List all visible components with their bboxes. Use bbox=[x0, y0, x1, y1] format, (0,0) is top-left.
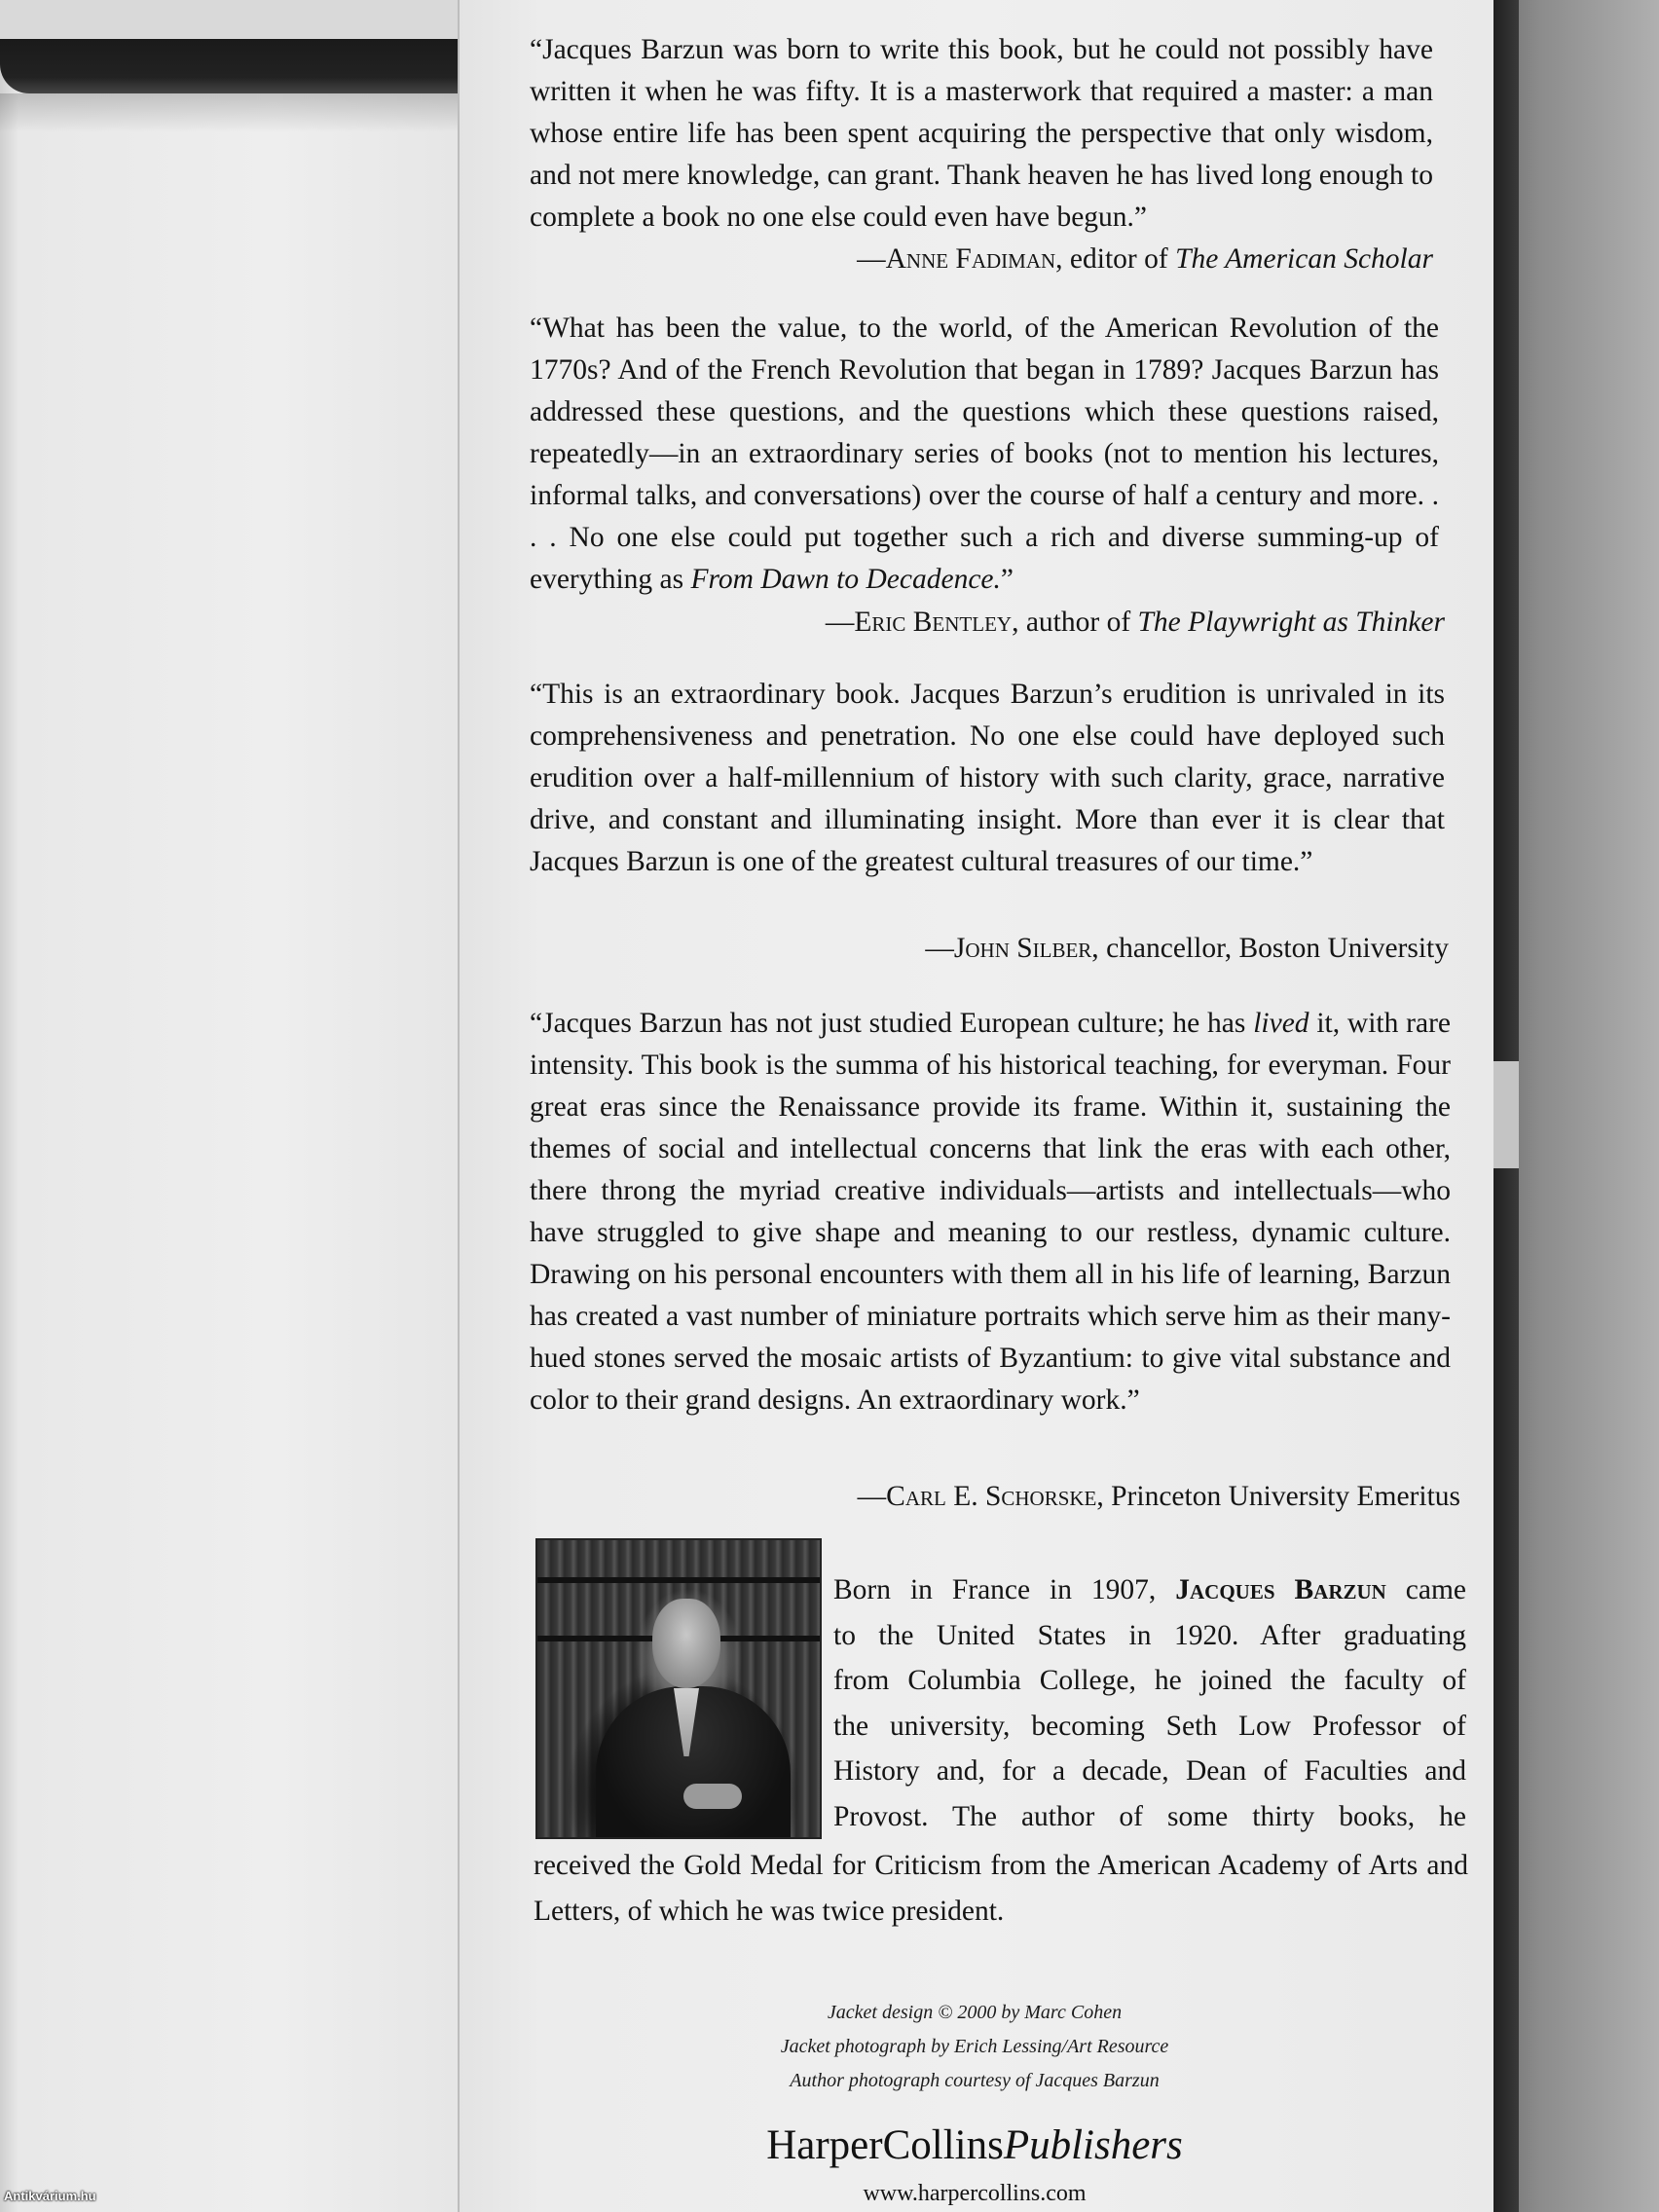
bio-line: History and, for a decade, Dean of Faculties and bbox=[833, 1755, 1466, 1787]
bookshelf-line bbox=[537, 1577, 820, 1583]
attribution-schorske-role: Princeton University Emeritus bbox=[1103, 1481, 1460, 1512]
left-page-shadow bbox=[0, 93, 458, 132]
publisher-name-italic: Publishers bbox=[1003, 2122, 1183, 2168]
spine-highlight bbox=[1490, 1061, 1519, 1168]
attribution-fadiman-work: The American Scholar bbox=[1175, 243, 1433, 275]
publisher-url[interactable]: www.harpercollins.com bbox=[863, 2181, 1087, 2206]
bio-tail-text: received the Gold Medal for Criticism from the American Academy of Arts and Letters, of which he was twice president. bbox=[534, 1850, 1468, 1927]
bio-line bbox=[833, 1567, 1466, 1613]
publisher-name: HarperCollins bbox=[766, 2122, 1004, 2168]
bio-line1-post: came bbox=[1405, 1574, 1467, 1605]
author-hand bbox=[683, 1784, 742, 1809]
quote-schorske-emphasis: lived bbox=[1253, 1008, 1309, 1039]
bio-line: from Columbia College, he joined the faculty of bbox=[833, 1665, 1466, 1696]
attribution-schorske bbox=[530, 1476, 1460, 1518]
attribution-fadiman-name: —Anne Fadiman, bbox=[857, 243, 1063, 275]
jacket-credits bbox=[458, 1996, 1492, 2098]
quote-schorske-start: “Jacques Barzun has not just studied European culture; he has bbox=[530, 1008, 1246, 1039]
attribution-fadiman bbox=[857, 239, 1433, 280]
quote-bentley-title: From Dawn to Decadence. bbox=[690, 564, 1001, 595]
attribution-silber-name: —John Silber, bbox=[925, 933, 1099, 964]
left-board-edge bbox=[0, 39, 458, 93]
credit-author-photo: Author photograph courtesy of Jacques Barzun bbox=[790, 2070, 1160, 2091]
author-photo bbox=[535, 1538, 822, 1839]
author-bio-tail bbox=[534, 1843, 1468, 1934]
quote-bentley-text: “What has been the value, to the world, of the American Revolution of the 1770s? And of the French Revolution that began in 1789? Jacques Barzun has addressed these questions, and the questions which these questions raised, repeatedly—in an extraordinary series of books (not to mention his lectures, informal talks, and conversations) over the course of half a century and more. . . . No one else could put together such a rich and diverse summing-up of everything as bbox=[530, 313, 1439, 595]
attribution-bentley-name: —Eric Bentley, bbox=[825, 607, 1019, 638]
quote-schorske-text: it, with rare intensity. This book is the summa of his historical teaching, for everyman. Four great eras since the Renaissance provide its frame. Within it, sustaining the themes of social and intellectual concerns that link the eras with each other, there throng the myriad creative individuals—artists and intellectuals—who have struggled to give shape and meaning to our restless, dynamic culture. Drawing on his personal encounters with them all in his life of learning, Barzun has created a vast number of miniature portraits which serve him as their many-hued stones served the mosaic artists of Byzantium: to give vital substance and color to their grand designs. An extraordinary work.” bbox=[530, 1008, 1452, 1416]
quote-silber-text: “This is an extraordinary book. Jacques Barzun’s erudition is unrivaled in its comprehensiveness and penetration. No one else could have deployed such erudition over a half-millennium of history with such clarity, grace, narrative drive, and constant and illuminating insight. More than ever it is clear that Jacques Barzun is one of the greatest cultural treasures of our time.” bbox=[530, 679, 1445, 877]
quote-fadiman-text: “Jacques Barzun was born to write this book, but he could not possibly have written it when he was fifty. It is a masterwork that required a master: a man whose entire life has been spent acquiring the perspective that only wisdom, and not mere knowledge, can grant. Thank heaven he has lived long enough to complete a book no one else could even have begun.” bbox=[530, 34, 1433, 233]
quote-bentley-close: ” bbox=[1000, 564, 1014, 595]
bio-line: Provost. The author of some thirty books, he bbox=[833, 1800, 1466, 1832]
quote-silber bbox=[530, 674, 1445, 883]
bio-line1-pre: Born in France in 1907, bbox=[833, 1574, 1157, 1605]
quote-fadiman bbox=[530, 29, 1433, 280]
left-inside-flap bbox=[0, 39, 458, 2212]
attribution-bentley-work: The Playwright as Thinker bbox=[1137, 607, 1445, 638]
quote-bentley bbox=[530, 308, 1439, 601]
credit-jacket-photo: Jacket photograph by Erich Lessing/Art Resource bbox=[780, 2036, 1169, 2057]
bio-author-name: Jacques Barzun bbox=[1175, 1574, 1386, 1605]
attribution-silber bbox=[530, 928, 1449, 970]
quote-schorske bbox=[530, 1003, 1451, 1421]
attribution-schorske-name: —Carl E. Schorske, bbox=[857, 1481, 1104, 1512]
author-bio-side bbox=[833, 1567, 1466, 1839]
attribution-fadiman-role: editor of bbox=[1062, 243, 1176, 275]
bio-line: to the United States in 1920. After graduating bbox=[833, 1619, 1466, 1651]
attribution-silber-role: chancellor, Boston University bbox=[1098, 933, 1449, 964]
credit-jacket-design: Jacket design © 2000 by Marc Cohen bbox=[827, 2002, 1123, 2023]
attribution-bentley-role: author of bbox=[1018, 607, 1138, 638]
watermark: Antikvárium.hu bbox=[4, 2189, 96, 2203]
attribution-bentley bbox=[530, 602, 1445, 644]
publisher-logo bbox=[458, 2120, 1492, 2171]
bio-line: the university, becoming Seth Low Professor of bbox=[833, 1710, 1466, 1742]
author-face bbox=[652, 1599, 720, 1688]
